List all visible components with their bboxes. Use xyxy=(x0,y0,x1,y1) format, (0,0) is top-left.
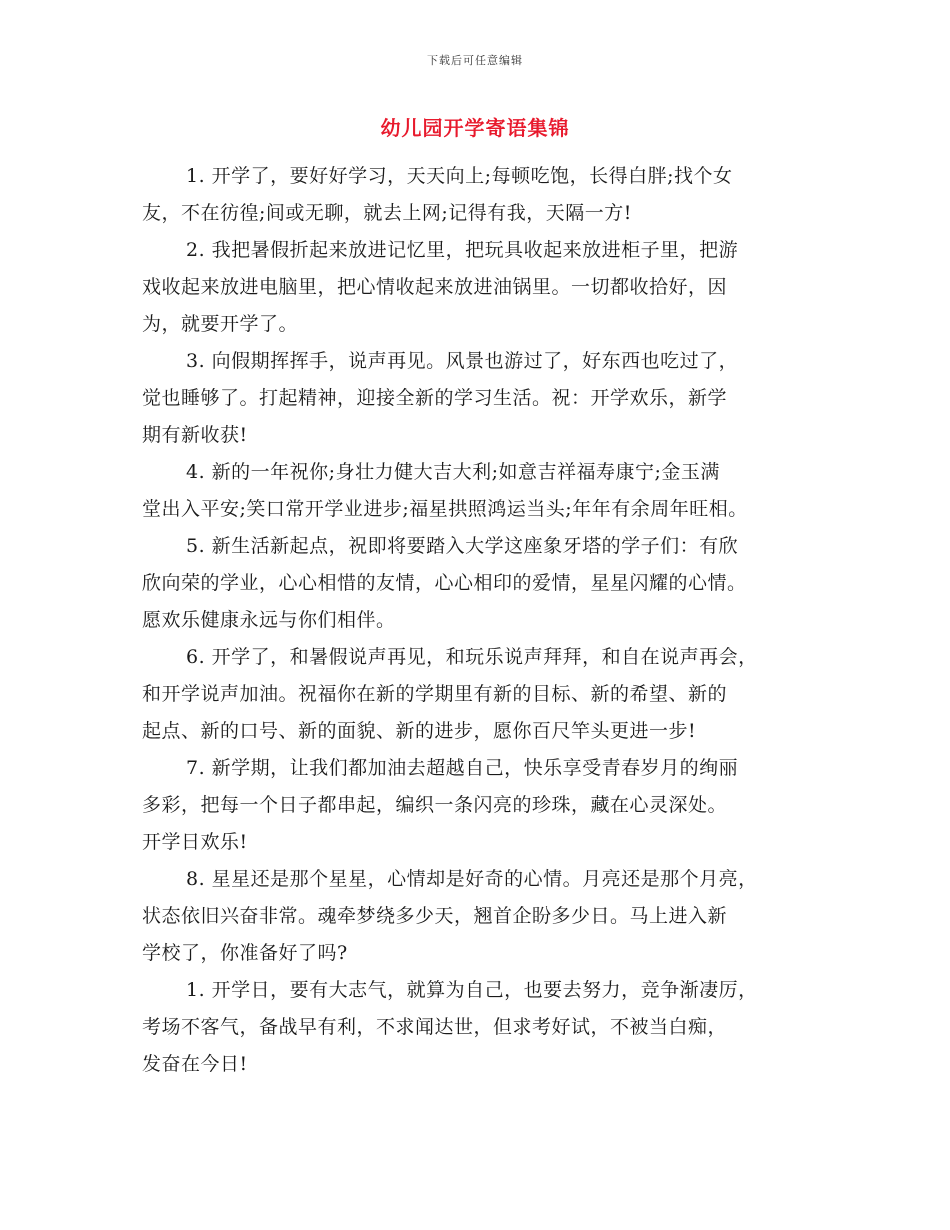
paragraph-line: 友，不在彷徨;间或无聊，就去上网;记得有我，天隔一方! xyxy=(142,202,632,224)
document-body xyxy=(142,158,818,1083)
paragraph-line: 1. 开学了，要好好学习，天天向上;每顿吃饱，长得白胖;找个女 xyxy=(186,165,733,187)
paragraph-line: 3. 向假期挥挥手，说声再见。风景也游过了，好东西也吃过了， xyxy=(186,350,739,372)
paragraph xyxy=(142,750,818,861)
paragraph-line: 学校了，你准备好了吗? xyxy=(142,942,348,964)
paragraph-line: 5. 新生活新起点，祝即将要踏入大学这座象牙塔的学子们：有欣 xyxy=(186,535,739,557)
paragraph-line: 考场不客气，备战早有利，不求闻达世，但求考好试，不被当白痴， xyxy=(142,1016,728,1038)
paragraph-line: 8. 星星还是那个星星，心情却是好奇的心情。月亮还是那个月亮， xyxy=(186,868,758,890)
paragraph-list xyxy=(142,158,818,1083)
page-header-note: 下载后可任意编辑 xyxy=(427,54,523,67)
paragraph-line: 期有新收获! xyxy=(142,424,248,446)
paragraph-line: 1. 开学日，要有大志气，就算为自己，也要去努力，竞争渐凄厉， xyxy=(186,979,758,1001)
paragraph-line: 戏收起来放进电脑里，把心情收起来放进油锅里。一切都收拾好，因 xyxy=(142,276,728,298)
paragraph xyxy=(142,972,818,1083)
paragraph xyxy=(142,158,818,232)
paragraph-line: 状态依旧兴奋非常。魂牵梦绕多少天，翘首企盼多少日。马上进入新 xyxy=(142,905,728,927)
paragraph-line: 觉也睡够了。打起精神，迎接全新的学习生活。祝：开学欢乐，新学 xyxy=(142,387,728,409)
paragraph-line: 和开学说声加油。祝福你在新的学期里有新的目标、新的希望、新的 xyxy=(142,683,728,705)
paragraph-line: 2. 我把暑假折起来放进记忆里，把玩具收起来放进柜子里，把游 xyxy=(186,239,739,261)
paragraph-line: 发奋在今日! xyxy=(142,1053,248,1075)
document-title: 幼儿园开学寄语集锦 xyxy=(380,116,570,140)
paragraph-line: 7. 新学期，让我们都加油去超越自己，快乐享受青春岁月的绚丽 xyxy=(186,757,739,779)
paragraph-line: 6. 开学了，和暑假说声再见，和玩乐说声拜拜，和自在说声再会， xyxy=(186,646,758,668)
paragraph-line: 多彩，把每一个日子都串起，编织一条闪亮的珍珠，藏在心灵深处。 xyxy=(142,794,728,816)
paragraph-line: 欣向荣的学业，心心相惜的友情，心心相印的爱情，星星闪耀的心情。 xyxy=(142,572,747,594)
paragraph xyxy=(142,343,818,454)
paragraph xyxy=(142,454,818,528)
paragraph xyxy=(142,528,818,639)
paragraph xyxy=(142,861,818,972)
paragraph-line: 开学日欢乐! xyxy=(142,831,248,853)
paragraph-line: 4. 新的一年祝你;身壮力健大吉大利;如意吉祥福寿康宁;金玉满 xyxy=(186,461,720,483)
paragraph-line: 堂出入平安;笑口常开学业进步;福星拱照鸿运当头;年年有余周年旺相。 xyxy=(142,498,748,520)
paragraph-line: 起点、新的口号、新的面貌、新的进步，愿你百尺竿头更进一步! xyxy=(142,720,697,742)
paragraph xyxy=(142,232,818,343)
paragraph xyxy=(142,639,818,750)
paragraph-line: 愿欢乐健康永远与你们相伴。 xyxy=(142,609,396,631)
paragraph-line: 为，就要开学了。 xyxy=(142,313,299,335)
